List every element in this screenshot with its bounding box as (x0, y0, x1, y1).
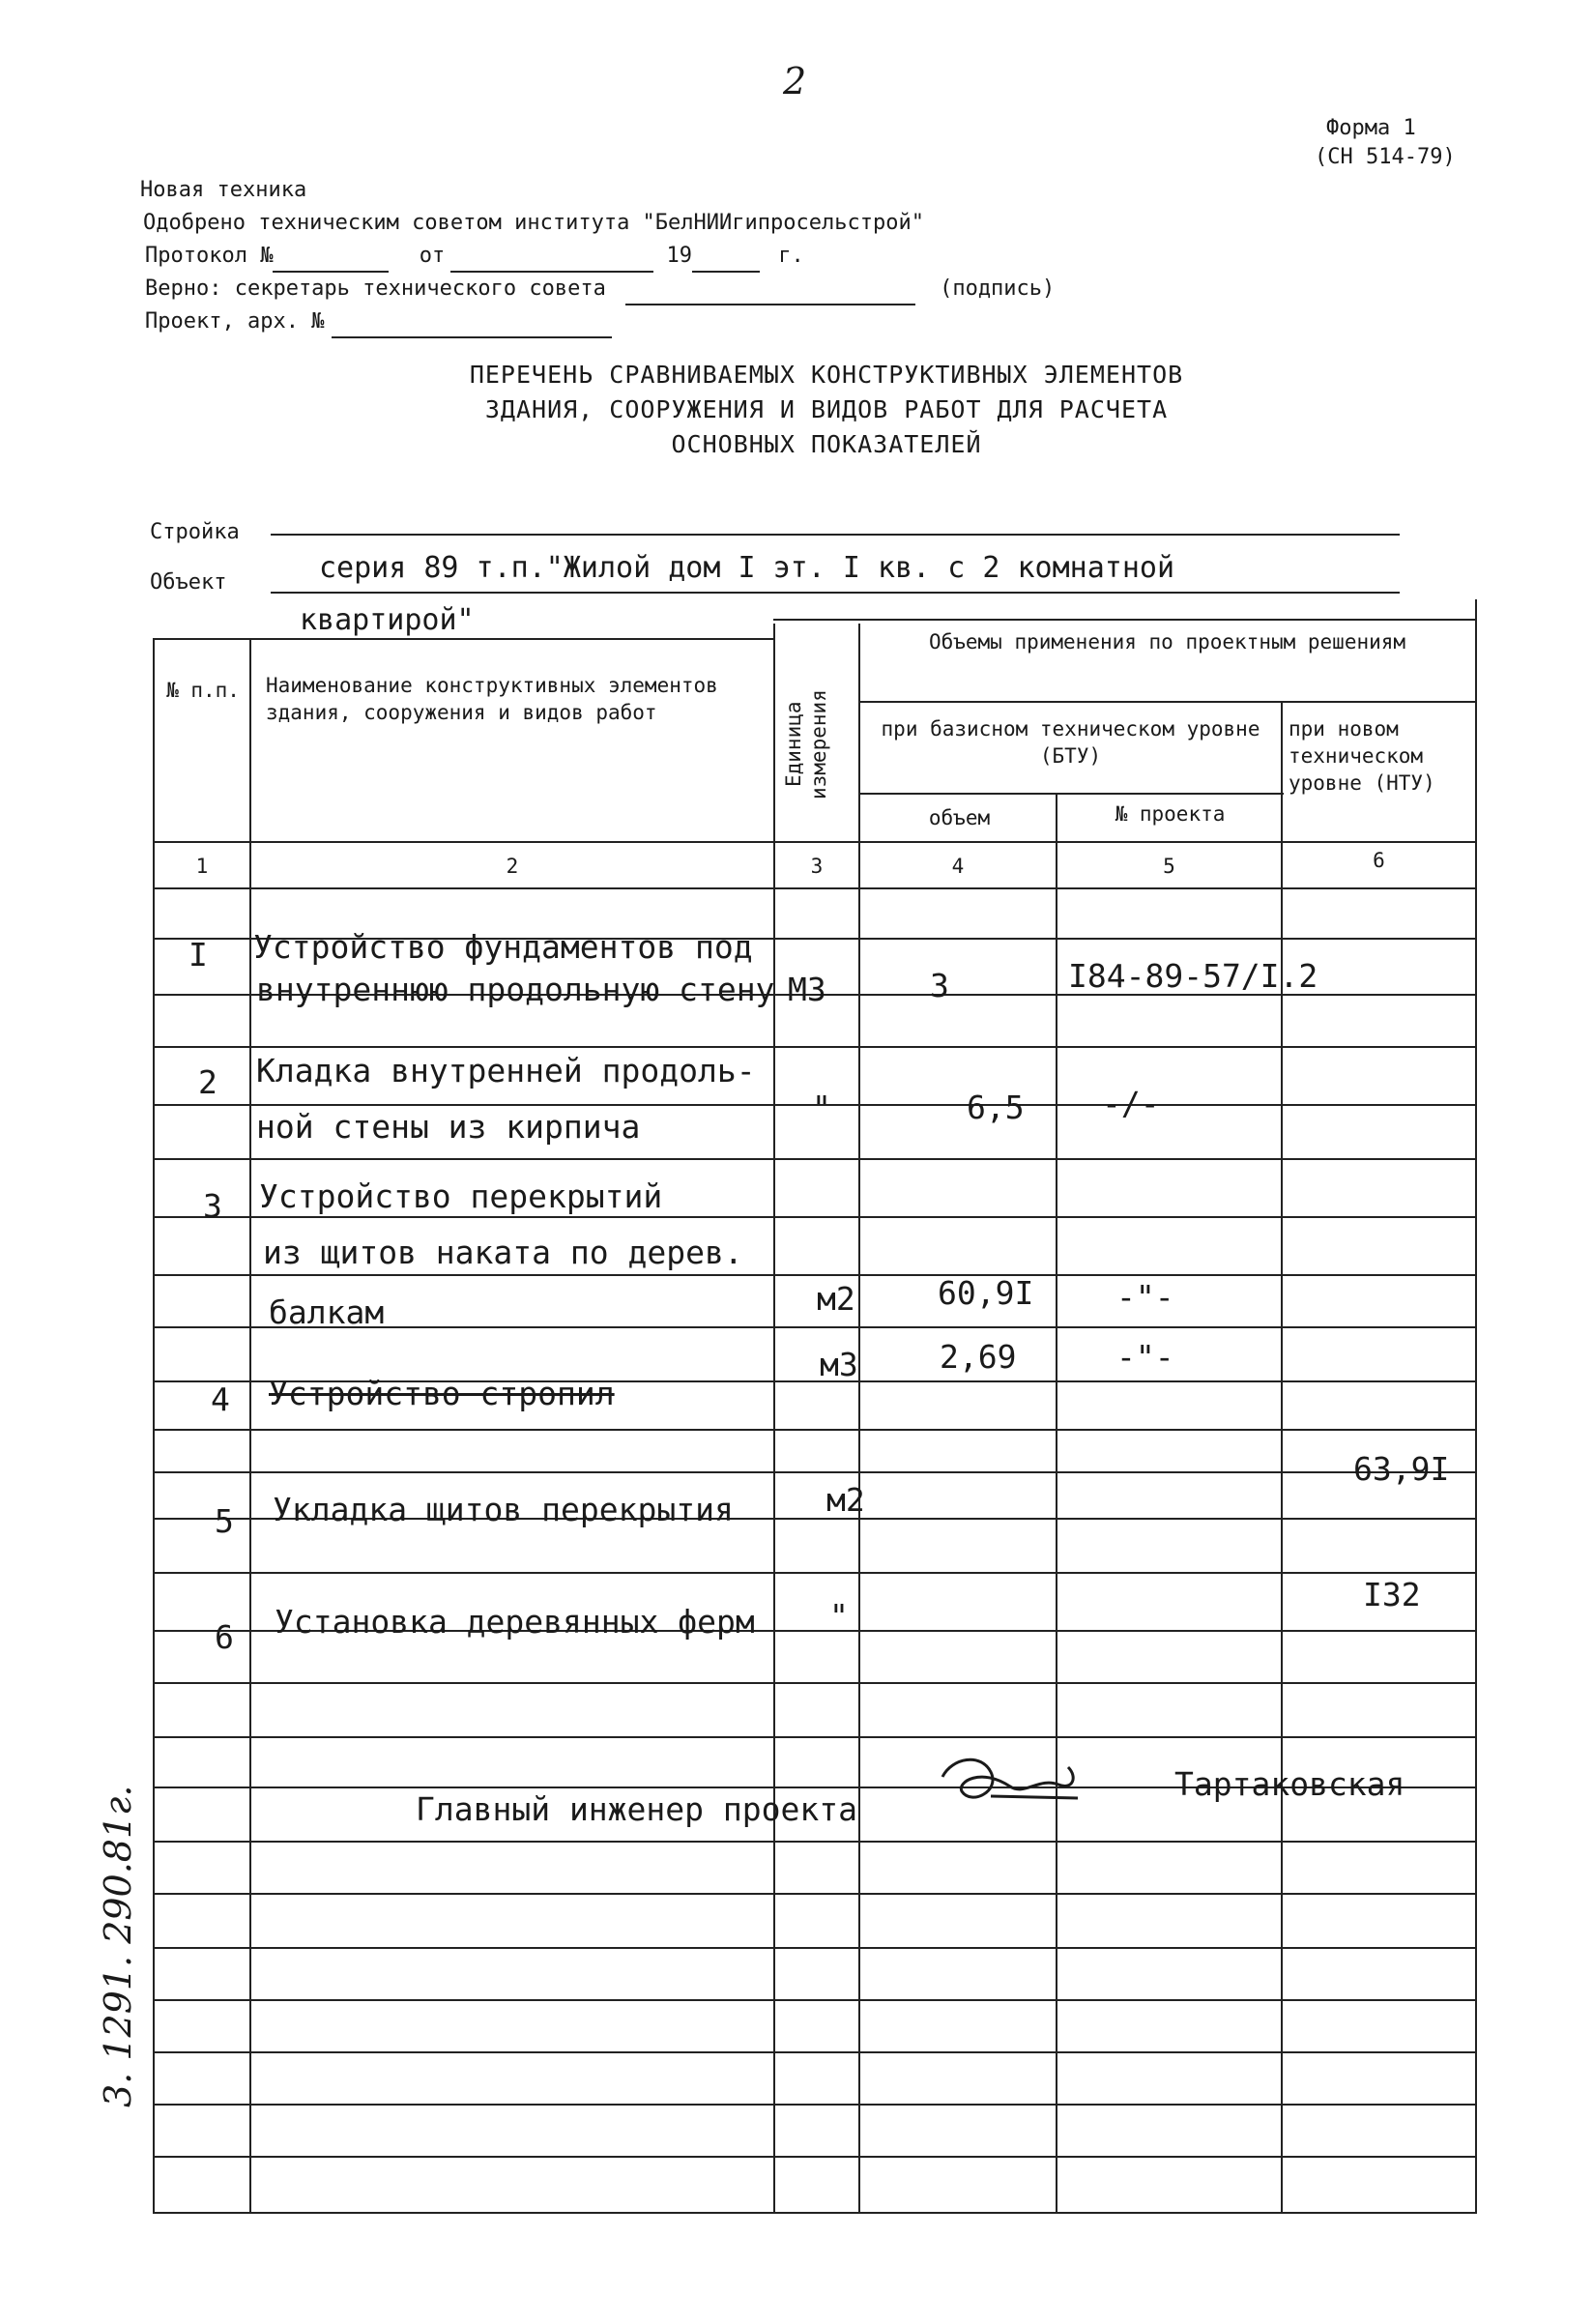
header-volumes: Объемы применения по проектным решениям (928, 630, 1406, 654)
chief-engineer-name: Тартаковская (1174, 1765, 1405, 1803)
row-5-unit: м2 (826, 1481, 865, 1519)
col-divider-5 (1281, 701, 1283, 2214)
col-number-bottom (153, 887, 1477, 889)
row-line (153, 1471, 1477, 1473)
year-suffix: г. (778, 244, 804, 268)
row-3b-volume: 2,69 (940, 1338, 1017, 1376)
header-bottom (153, 841, 1477, 843)
from-blank (450, 247, 653, 273)
secretary-blank (625, 280, 915, 305)
table-top-left (153, 638, 773, 640)
project-label: Проект, арх. № (145, 309, 325, 334)
stroika-label: Стройка (150, 520, 240, 544)
document-title (319, 358, 1334, 462)
row-1-num: I (188, 936, 208, 973)
row-2-name-line1: Кладка внутренней продоль- (256, 1052, 756, 1089)
col-number-4: 4 (951, 855, 965, 878)
row-5-name: Укладка щитов перекрытия (273, 1491, 734, 1528)
secretary-label: Верно: секретарь технического совета (145, 276, 606, 301)
row-3-project: -"- (1116, 1278, 1174, 1316)
protocol-label: Протокол № (145, 244, 274, 268)
form-label-line2: (СН 514-79) (1315, 145, 1456, 169)
registry-stamp: 3. 1291. 290.81г. (97, 1785, 139, 2107)
table-bottom (153, 2212, 1477, 2214)
row-3-name-line3: балкам (269, 1293, 385, 1331)
header-split-2 (858, 793, 1284, 795)
row-3-num: 3 (203, 1187, 222, 1225)
row-3-name-line2: из щитов наката по дерев. (263, 1234, 743, 1271)
table-top-right (773, 619, 1477, 621)
row-6-ntu: I32 (1363, 1576, 1421, 1613)
row-3-unit: м2 (817, 1280, 855, 1318)
header-project-no: № проекта (1115, 802, 1226, 826)
approved-line: Одобрено техническим советом института "БелНИИгипросельстрой" (143, 211, 924, 235)
from-label: от (419, 244, 446, 268)
project-blank (332, 313, 612, 338)
header-unit: Единица измерения (782, 689, 830, 799)
project-line (145, 305, 612, 338)
protocol-line (145, 240, 804, 273)
signature-label: (подпись) (940, 276, 1056, 301)
row-line (153, 2051, 1477, 2053)
row-line (153, 1274, 1477, 1276)
header-ntu: при новом техническом уровне (НТУ) (1289, 717, 1435, 795)
row-1-unit: М3 (788, 971, 826, 1008)
row-4-num: 4 (211, 1380, 230, 1418)
row-2-name-line2: ной стены из кирпича (256, 1108, 641, 1146)
handwritten-signature-icon (933, 1748, 1107, 1816)
col-number-3: 3 (810, 855, 824, 878)
object-value-line1: серия 89 т.п."Жилой дом I эт. I кв. с 2 комнатной (319, 551, 1175, 585)
row-5-num: 5 (215, 1502, 234, 1540)
row-6-unit: " (829, 1597, 849, 1635)
row-2-num: 2 (198, 1063, 217, 1101)
row-line (153, 1947, 1477, 1949)
row-4-name: Устройство стропил (269, 1375, 615, 1412)
new-tech-label: Новая техника (140, 178, 307, 202)
row-line (153, 1999, 1477, 2001)
row-line (153, 2156, 1477, 2158)
header-btu: при базисном техническом уровне (БТУ) (881, 717, 1260, 768)
row-1-name-line1: Устройство фундаментов под (253, 928, 753, 966)
row-line (153, 1046, 1477, 1048)
object-label: Объект (150, 570, 227, 595)
header-num: № п.п. (166, 679, 240, 702)
row-1-name-line2: внутреннюю продольную стену (256, 971, 775, 1008)
year-label: 19 (666, 244, 692, 268)
title-line3: ОСНОВНЫХ ПОКАЗАТЕЛЕЙ (671, 430, 982, 458)
form-label (1315, 114, 1456, 172)
row-3-name-line1: Устройство перекрытий (259, 1177, 663, 1215)
secretary-line (145, 273, 1055, 305)
year-blank (692, 247, 760, 273)
row-6-num: 6 (215, 1618, 234, 1656)
row-line (153, 1158, 1477, 1160)
title-line1: ПЕРЕЧЕНЬ СРАВНИВАЕМЫХ КОНСТРУКТИВНЫХ ЭЛЕМЕНТОВ (469, 361, 1184, 389)
stroika-line (271, 534, 1400, 536)
row-3b-project: -"- (1116, 1338, 1174, 1376)
row-line (153, 1572, 1477, 1574)
title-line2: ЗДАНИЯ, СООРУЖЕНИЯ И ВИДОВ РАБОТ ДЛЯ РАСЧЕТА (484, 395, 1169, 423)
row-5-ntu: 63,9I (1353, 1450, 1450, 1488)
row-line (153, 1216, 1477, 1218)
row-line (153, 1736, 1477, 1738)
chief-engineer-label: Главный инженер проекта (416, 1790, 857, 1828)
row-2-volume: 6,5 (967, 1089, 1025, 1126)
row-line (153, 1682, 1477, 1684)
object-line (271, 592, 1400, 594)
form-label-line1: Форма 1 (1326, 116, 1416, 140)
row-3-volume: 60,9I (938, 1274, 1034, 1312)
row-3b-unit: м3 (820, 1346, 858, 1383)
col-number-5: 5 (1163, 855, 1175, 878)
header-split-1 (858, 701, 1477, 703)
row-line (153, 1429, 1477, 1431)
header-volume: объем (928, 806, 991, 829)
row-6-name: Установка деревянных ферм (275, 1603, 755, 1641)
row-1-project: I84-89-57/I.2 (1068, 957, 1318, 995)
protocol-blank (273, 247, 389, 273)
row-1-volume: 3 (930, 967, 949, 1004)
row-line (153, 2104, 1477, 2106)
row-line (153, 1841, 1477, 1843)
col-number-2: 2 (506, 855, 519, 878)
col-number-1: 1 (195, 855, 209, 878)
header-name: Наименование конструктивных элементов здания, сооружения и видов работ (266, 674, 718, 724)
object-value-line2: квартирой" (300, 603, 475, 637)
col-number-6: 6 (1373, 849, 1385, 872)
row-2-project: -/- (1102, 1085, 1160, 1122)
row-line (153, 1893, 1477, 1895)
row-2-unit: " (812, 1089, 831, 1126)
page-number: 2 (783, 60, 807, 102)
